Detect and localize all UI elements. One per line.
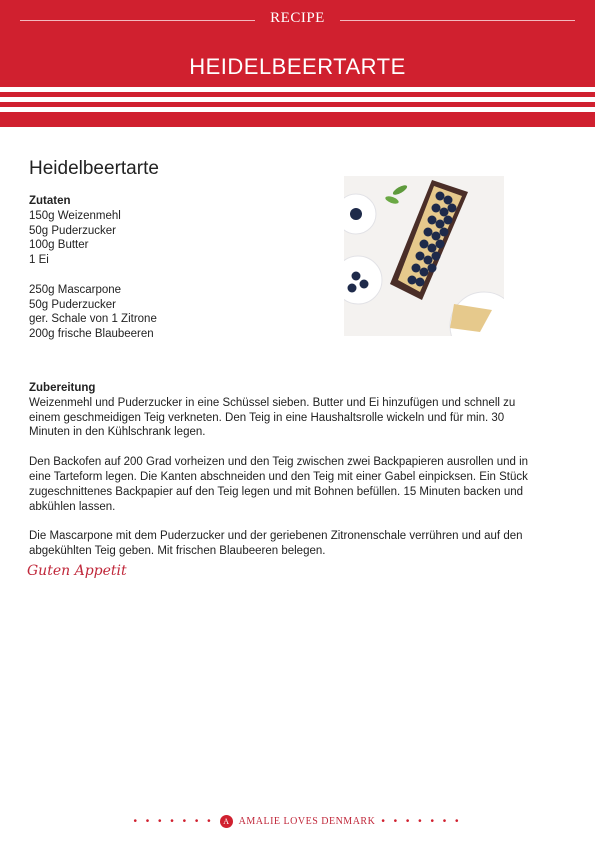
ingredients-block — [29, 194, 157, 342]
preparation-step: Weizenmehl und Puderzucker in eine Schüssel sieben. Butter und Ei hinzufügen und schnell zu einem geschmeidigen Teig verkneten. Den Teig in eine Haushaltsrolle wickeln und für min. 30 Minuten in den Kühlschrank legen. — [29, 396, 516, 439]
footer-dots-right: • • • • • • • — [381, 816, 462, 827]
blueberry-mark — [440, 208, 449, 217]
signature: Guten Appetit — [27, 563, 127, 579]
ingredient-item: 100g Butter — [29, 239, 89, 252]
blueberry-mark — [432, 232, 441, 241]
blueberry-mark — [360, 280, 369, 289]
blueberry-mark — [448, 204, 457, 213]
footer — [0, 815, 595, 828]
blueberry-mark — [420, 240, 429, 249]
ingredient-item: 200g frische Blaubeeren — [29, 328, 154, 341]
blueberry-mark — [408, 276, 417, 285]
preparation-heading: Zubereitung — [29, 382, 96, 394]
blueberry-mark — [436, 240, 445, 249]
blueberry-mark — [348, 284, 357, 293]
blueberry-mark — [416, 252, 425, 261]
preparation-step: Die Mascarpone mit dem Puderzucker und der geriebenen Zitronenschale verrühren und auf den abgekühlten Teig geben. Mit frischen Blaubeeren belegen. — [29, 530, 523, 558]
ingredient-item: 50g Puderzucker — [29, 224, 116, 237]
blueberry-mark — [432, 252, 441, 261]
header-stripe — [0, 92, 595, 97]
header-stripe — [0, 112, 595, 127]
preparation-step: Den Backofen auf 200 Grad vorheizen und den Teig zwischen zwei Backpapieren ausrollen und in eine Tarteform legen. Die Kanten abschneiden und den Teig mit einer Gabel einpicksen. Ein Stück zugeschnittenes Backpapier auf den Teig legen und mit Bohnen befüllen. 15 Minuten backen und abkühlen lassen. — [29, 456, 529, 513]
monogram-icon: A — [220, 815, 233, 828]
ingredient-item: 250g Mascarpone — [29, 283, 122, 296]
blueberry-mark — [424, 256, 433, 265]
blueberry-mark — [432, 204, 441, 213]
blueberry-mark — [424, 228, 433, 237]
blueberry-mark — [444, 196, 453, 205]
blueberry-mark — [420, 268, 429, 277]
blueberry-mark — [436, 192, 445, 201]
footer-dots-left: • • • • • • • — [133, 816, 214, 827]
footer-brand: AMALIE LOVES DENMARK — [238, 816, 376, 827]
blueberry-tart-illustration — [344, 176, 504, 336]
blueberry-mark — [352, 272, 361, 281]
header-kicker: RECIPE — [0, 10, 595, 27]
ingredient-item: 50g Puderzucker — [29, 298, 116, 311]
ingredient-item: 1 Ei — [29, 254, 49, 267]
recipe-photo — [344, 176, 504, 336]
header-title: HEIDELBEERTARTE — [189, 54, 406, 79]
blueberry-mark — [436, 220, 445, 229]
ingredients-heading: Zutaten — [29, 195, 71, 207]
blueberry-mark — [416, 278, 425, 287]
blueberry-mark — [440, 228, 449, 237]
recipe-title: Heidelbeertarte — [29, 158, 159, 179]
blueberry-mark — [412, 264, 421, 273]
ingredient-item: 150g Weizenmehl — [29, 209, 121, 222]
ingredient-item: ger. Schale von 1 Zitrone — [29, 313, 157, 326]
header-stripe — [0, 102, 595, 107]
ingredient-spacer — [29, 268, 157, 283]
preparation-block — [29, 381, 529, 574]
blueberry-mark — [428, 264, 437, 273]
blueberry-mark — [428, 216, 437, 225]
blueberry-mark — [428, 244, 437, 253]
blueberry-mark — [444, 216, 453, 225]
